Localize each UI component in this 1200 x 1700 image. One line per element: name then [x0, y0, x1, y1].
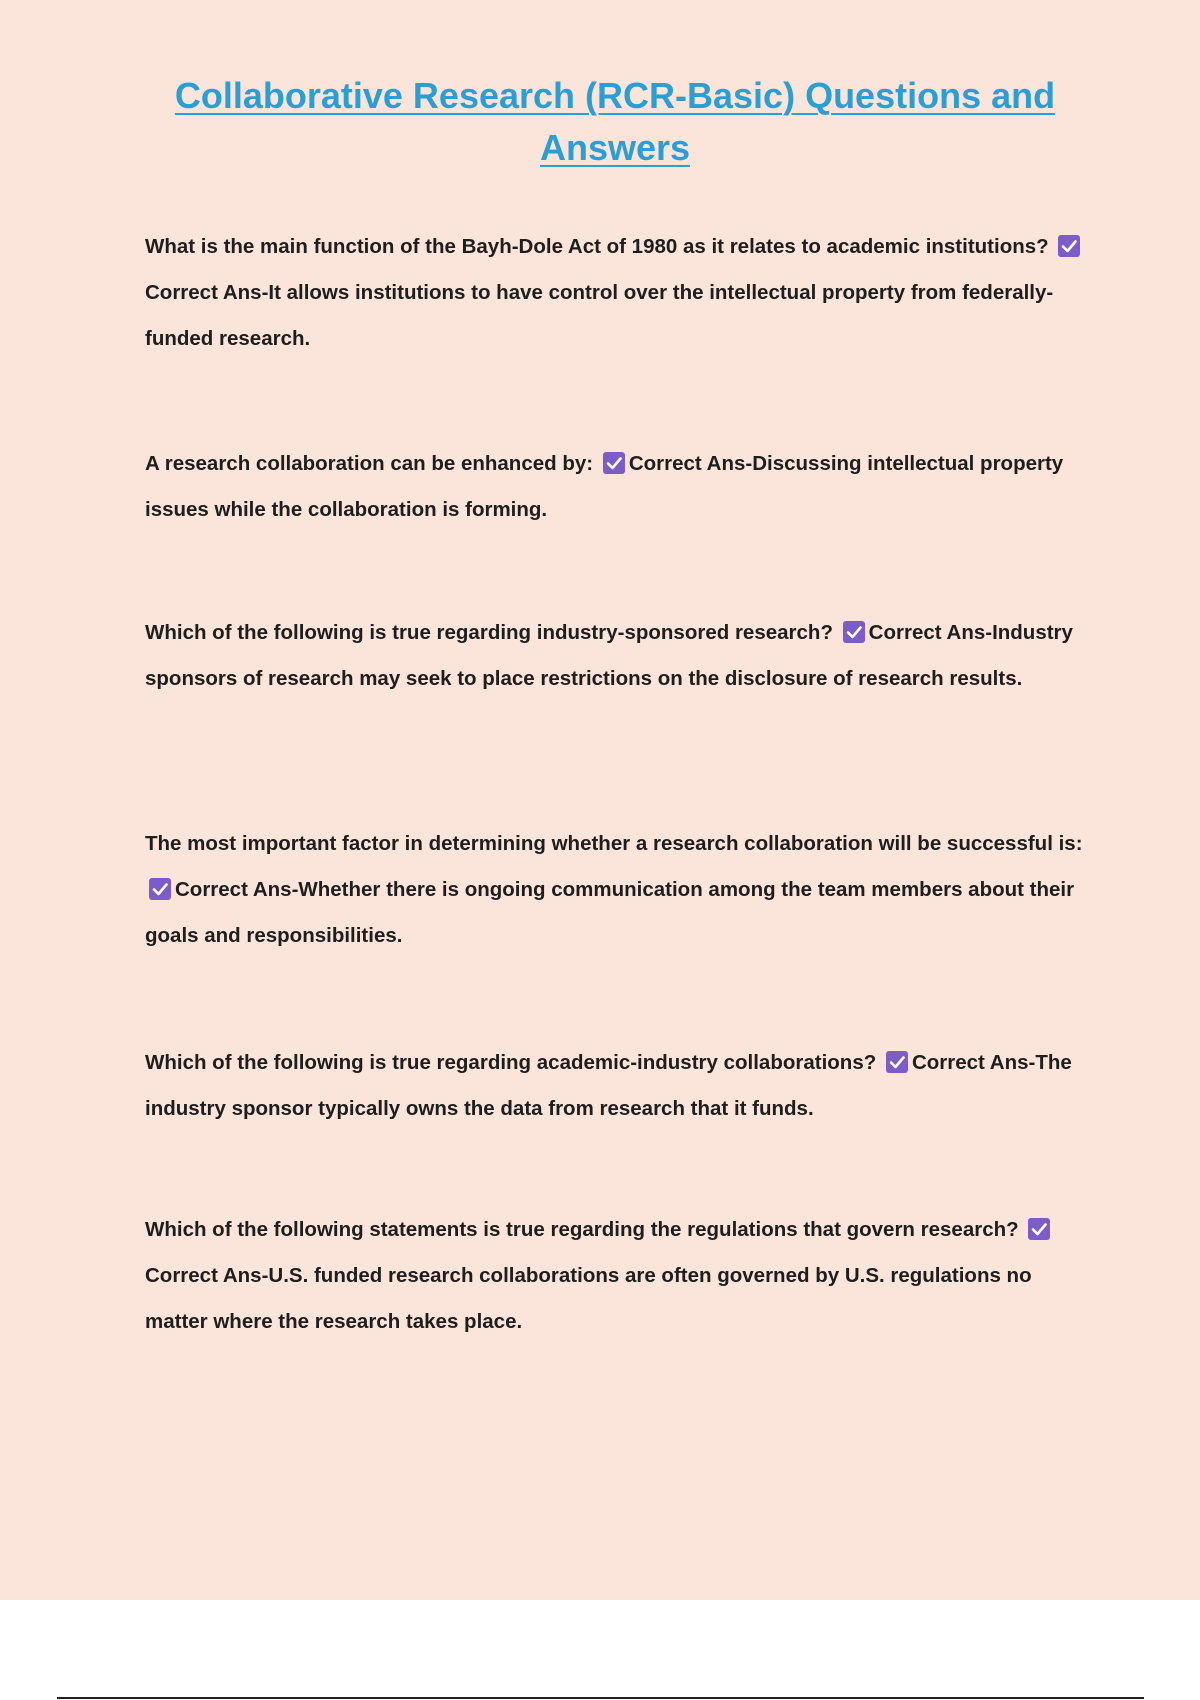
question-text: Which of the following is true regarding academic-industry collaborations? — [145, 1051, 877, 1074]
answer-text: Correct Ans-U.S. funded research collaborations are often governed by U.S. regulations no matter where the research takes place. — [145, 1264, 1032, 1333]
question-text: Which of the following is true regarding industry-sponsored research? — [145, 621, 833, 644]
checkbox-checked-icon — [842, 620, 866, 644]
qa-item — [145, 1207, 1085, 1345]
answer-text: Correct Ans-Whether there is ongoing communication among the team members about their goals and responsibilities. — [145, 878, 1075, 947]
qa-item — [145, 441, 1085, 533]
answer-text: Correct Ans-It allows institutions to have control over the intellectual property from federally-funded research. — [145, 281, 1054, 350]
qa-item — [145, 610, 1085, 702]
question-text: Which of the following statements is true regarding the regulations that govern research? — [145, 1218, 1019, 1241]
footer-rule — [57, 1697, 1144, 1699]
checkbox-checked-icon — [602, 451, 626, 475]
qa-item — [145, 821, 1085, 959]
checkbox-checked-icon — [1027, 1217, 1051, 1241]
checkbox-checked-icon — [885, 1050, 909, 1074]
checkbox-checked-icon — [1057, 234, 1081, 258]
question-text: What is the main function of the Bayh-Dole Act of 1980 as it relates to academic institutions? — [145, 235, 1049, 258]
qa-item — [145, 1040, 1085, 1132]
answer-text: Correct Ans-Discussing intellectual property issues while the collaboration is forming. — [145, 452, 1064, 521]
answer-text: Correct Ans-Industry sponsors of research may seek to place restrictions on the disclosure of research results. — [145, 621, 1073, 690]
question-text: The most important factor in determining whether a research collaboration will be successful is: — [145, 832, 1083, 855]
document-title: Collaborative Research (RCR-Basic) Questions and Answers — [174, 75, 1056, 168]
question-text: A research collaboration can be enhanced by: — [145, 452, 594, 475]
answer-text: Correct Ans-The industry sponsor typically owns the data from research that it funds. — [145, 1051, 1072, 1120]
checkbox-checked-icon — [148, 877, 172, 901]
qa-item — [145, 224, 1085, 362]
